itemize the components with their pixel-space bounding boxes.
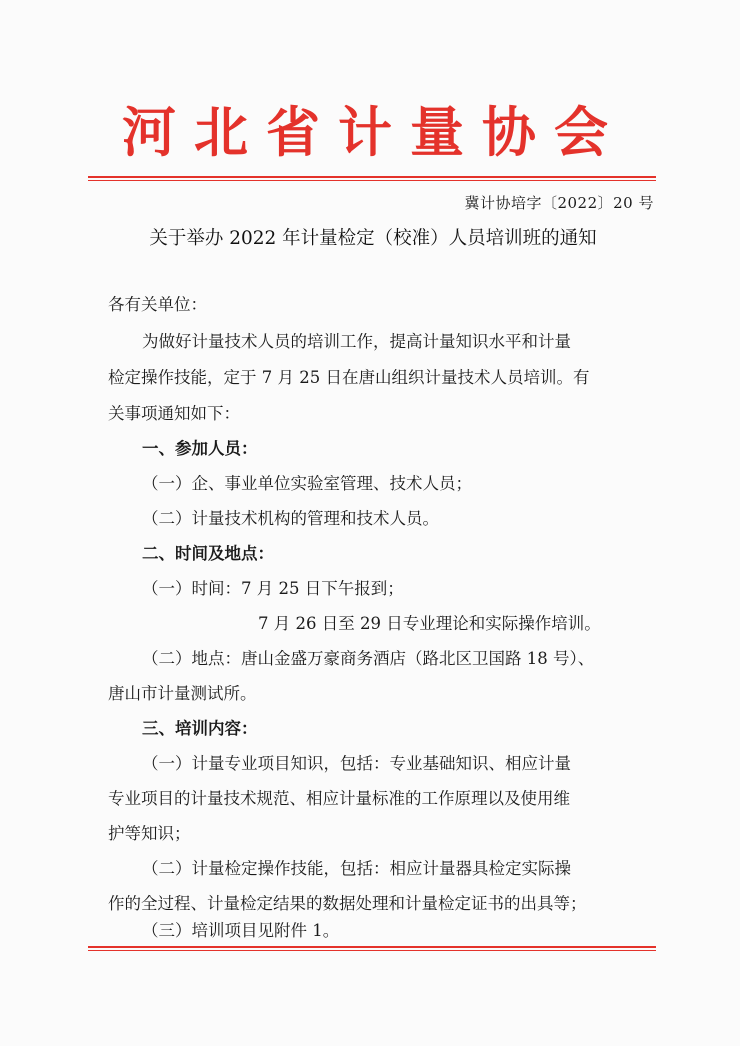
list-item: （三）培训项目见附件 1。: [142, 921, 340, 940]
list-item-continuation: 唐山市计量测试所。: [108, 684, 257, 703]
letterhead-rule-thin: [88, 180, 656, 181]
list-item-continuation: 7 月 26 日至 29 日专业理论和实际操作培训。: [258, 614, 601, 633]
list-item-continuation: 护等知识；: [108, 824, 191, 843]
list-item: （二）地点：唐山金盛万豪商务酒店（路北区卫国路 18 号）、: [142, 649, 595, 668]
list-item-continuation: 专业项目的计量技术规范、相应计量标准的工作原理以及使用维: [108, 789, 570, 808]
list-item: （一）计量专业项目知识，包括：专业基础知识、相应计量: [142, 754, 571, 773]
letterhead-rule-thick: [88, 176, 656, 178]
paragraph-line: 为做好计量技术人员的培训工作，提高计量知识水平和计量: [142, 332, 571, 351]
salutation: 各有关单位：: [108, 295, 207, 314]
footer-rule-thin: [88, 950, 656, 951]
section-heading: 三、培训内容：: [142, 719, 258, 738]
section-heading: 二、时间及地点：: [142, 544, 274, 563]
list-item: （一）时间：7 月 25 日下午报到；: [142, 579, 404, 598]
letterhead-title: 河北省计量协会: [122, 100, 626, 164]
footer-rule-thick: [88, 946, 656, 948]
document-heading: 关于举办 2022 年计量检定（校准）人员培训班的通知: [149, 228, 597, 249]
list-item: （二）计量技术机构的管理和技术人员。: [142, 509, 439, 528]
section-heading: 一、参加人员：: [142, 439, 258, 458]
document-number: 冀计协培字〔2022〕20 号: [464, 194, 654, 212]
list-item: （二）计量检定操作技能，包括：相应计量器具检定实际操: [142, 859, 571, 878]
list-item-continuation: 作的全过程、计量检定结果的数据处理和计量检定证书的出具等；: [108, 894, 587, 913]
paragraph-line: 关事项通知如下：: [108, 404, 240, 423]
list-item: （一）企、事业单位实验室管理、技术人员；: [142, 474, 472, 493]
paragraph-line: 检定操作技能，定于 7 月 25 日在唐山组织计量技术人员培训。有: [108, 368, 590, 387]
